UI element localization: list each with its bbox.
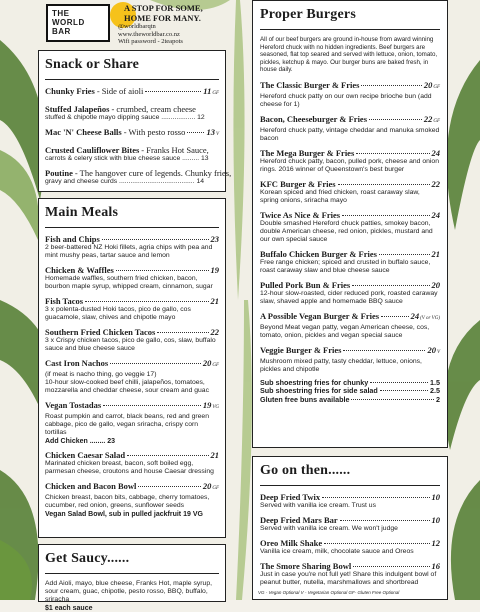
menu-item-title [260,280,440,290]
menu-item-price: 21 [210,450,219,460]
menu-item-description: Chicken breast, bacon bits, cabbage, cherry tomatoes, cucumber, red onion, greens, sunflower seeds [45,494,210,509]
menu-item-title [45,234,219,244]
menu-item-name: Southern Fried Chicken Tacos [45,327,156,337]
menu-item-description: Free range chicken; spiced and crusted in buffalo sauce, roast caraway slaw and blue cheese sauce [260,258,431,274]
menu-item-price: 12 [431,538,440,548]
menu-item-title [45,265,219,275]
menu-item-name: Buffalo Chicken Burger & Fries [260,248,377,259]
sauce-price: $1 each sauce [45,605,93,612]
menu-item-price: 22 [431,178,440,189]
dot-leader [380,390,428,391]
menu-item-name: Poutine [45,168,73,178]
menu-item-description: Double smashed Hereford chuck patties, smokey bacon, double American cheese, red onion, pickles, mustard and our own special sauce [260,219,433,243]
menu-item-price: 16 [431,561,440,571]
snack-header [45,57,219,80]
instagram-handle: @worldbarqtn [118,23,156,30]
menu-item-name: Veggie Burger & Fries [260,344,342,355]
menu-item [45,481,219,518]
menu-item [260,561,440,587]
menu-item-title [260,80,440,93]
menu-item-title [45,481,219,494]
burgers-header [260,7,440,30]
dot-leader [356,153,429,154]
menu-item-title [260,492,440,502]
menu-item-name: Fish and Chips [45,234,100,244]
dietary-tag: GF [212,91,219,96]
menu-item-description: Mushroom mixed patty, tasty cheddar, lettuce, onions, pickles and chipotle [260,357,422,373]
menu-item [260,114,440,143]
menu-item [260,280,440,306]
menu-item-name: Stuffed Jalapeños [45,104,110,114]
menu-item-title [260,210,440,220]
logo-text-line3: BAR [52,27,71,36]
menu-item-name: The Smore Sharing Bowl [260,561,352,571]
menu-item-price: 20 [202,481,212,491]
website: www.theworldbar.co.nz [118,30,180,38]
dietary-tag: VG [212,405,219,410]
dietary-tag: V [215,132,219,137]
menu-item-title [260,561,440,571]
burger-subs-list [260,379,440,405]
menu-item-description: Beyond Meat vegan patty, vegan American cheese, cos, tomato, onion, pickles and vegan special sauce [260,323,430,339]
menu-item-addon: Add Chicken ........ 23 [45,438,116,445]
menu-item-title [45,127,219,140]
sauce-header [45,551,219,574]
sauce-panel [38,544,226,612]
menu-item-title [45,400,219,413]
menu-item-description: Just in case you're not full yet! Share this indulgent bowl of peanut butter, nutella, marshmallows and shortbread [260,571,437,586]
dot-leader [343,350,425,351]
sauce-description: Add Aioli, mayo, blue cheese, Franks Hot, maple syrup, sour cream, guac, chipotle, pesto rosso, BBQ, buffalo, sriracha [45,580,212,603]
tagline: A STOP FOR SOME, HOME FOR MANY. [124,3,203,23]
menu-item [260,179,440,205]
menu-item-name: The Mega Burger & Fries [260,147,355,158]
menu-item-description: Korean spiced and fried chicken, roast caraway slaw, spring onions, sriracha mayo [260,188,420,204]
sauce-title: Get Saucy...... [45,551,130,566]
burgers-title: Proper Burgers [260,7,356,22]
contact-info [118,23,228,46]
menu-item-note: - crumbed, cream cheese [111,104,196,114]
dietary-tag: V [436,349,440,355]
menu-item-price: 22 [210,327,219,337]
menu-item [45,400,219,445]
logo-text-line2: WORLD [52,18,85,27]
menu-item-description: carrots & celery stick with blue cheese sauce ......... 13 [45,155,209,162]
dot-leader [187,132,204,133]
dietary-tag: (V or VG) [420,315,440,321]
menu-item-price: 19 [202,400,212,410]
dot-leader [369,119,422,120]
mains-panel [38,198,226,538]
menu-item [45,296,219,322]
snack-title: Snack or Share [45,57,140,72]
menu-item-note: - With pesto rosso [123,127,186,137]
desserts-title: Go on then...... [260,463,351,478]
menu-item [260,492,440,510]
menu-item-title [45,145,219,155]
menu-item [260,249,440,275]
menu-item-price: 10 [431,515,440,525]
menu-item-name: Deep Fried Twix [260,492,321,502]
menu-item-title [260,179,440,189]
menu-item-description: Marinated chicken breast, bacon, soft boiled egg, parmesan cheese, croutons and house Caesar dressing [45,460,214,475]
menu-item-description: 3 x polenta-dusted Hoki tacos, pico de gallo, cos guacamole, slaw, chives and chipotle mayo [45,306,191,321]
menu-item-price: 22 [423,113,433,124]
menu-item-name: Vegan Tostadas [45,400,102,410]
menu-item [260,210,440,244]
menu-item-name: Deep Fried Mars Bar [260,515,338,525]
sub-option-price: 2.5 [430,386,440,395]
burgers-intro: All of our beef burgers are ground in-house from award winning Hereford chuck with no hidden ingredients. Beef burgers are seasoned, flat top seared and served with lettuce, onion, tomato, pickles, ketchup & mayo. Our burger buns are baked fresh, in house daily. [260,36,438,73]
menu-item-note: - The hangover cure of legends. Chunky fries, [74,168,232,178]
menu-item [45,86,219,99]
menu-item-name: Fish Tacos [45,296,84,306]
menu-item [45,127,219,140]
menu-item-description: 3 x Crispy chicken tacos, pico de gallo, cos, slaw, buffalo sauce and blue cheese sauce [45,337,216,352]
mains-title: Main Meals [45,205,119,220]
menu-item-note: - Franks Hot Sauce, [141,145,209,155]
menu-item-title [45,104,219,114]
menu-item-name: Oreo Milk Shake [260,538,323,548]
menu-item-description: Served with vanilla ice cream. Trust us [260,502,376,509]
mains-list [45,234,219,518]
menu-item [45,234,219,260]
menu-item-name: Pulled Pork Bun & Fries [260,279,351,290]
dot-leader [342,215,429,216]
menu-item-name: Crusted Cauliflower Bites [45,145,140,155]
dot-leader [322,497,429,498]
menu-item-price: 11 [203,86,212,96]
menu-item-price: 20 [202,358,212,368]
menu-item-description: Hereford chuck patty, vintage cheddar and manuka smoked bacon [260,126,440,142]
dot-leader [103,405,201,406]
menu-item-description: Roast pumpkin and carrot, black beans, red and green cabbage, pico de gallo, vegan sriracha, crispy corn tortillas [45,413,209,436]
desserts-panel [252,456,448,600]
menu-item [45,145,219,163]
dot-leader [353,566,429,567]
burgers-list [260,80,440,374]
burger-sub-option [260,396,440,405]
sub-option-label: Sub shoestring fries for chunky [260,377,369,387]
menu-item [45,327,219,353]
menu-item-price: 10 [431,492,440,502]
menu-item-name: KFC Burger & Fries [260,178,336,189]
menu-item [45,450,219,476]
menu-item-price: 13 [206,127,215,137]
menu-item-price: 19 [210,265,219,275]
snack-panel [38,50,232,192]
dot-leader [340,520,430,521]
sub-option-price: 1.5 [430,377,440,387]
menu-item-title [45,86,219,99]
menu-item-price: 24 [410,310,420,321]
menu-item-price: 20 [423,79,433,90]
menu-item-name: Cast Iron Nachos [45,358,109,368]
menu-item [260,80,440,109]
dot-leader [85,301,208,302]
menu-item-title [45,327,219,337]
dot-leader [157,332,208,333]
menu-item-price: 21 [210,296,219,306]
menu-item-description: 12-hour slow-roasted, cider reduced pork, roasted caraway slaw, shaved apple and homemade BBQ sauce [260,289,438,305]
menu-item [45,358,219,395]
dot-leader [138,486,200,487]
dot-leader [381,316,409,317]
wifi-password: Wifi password - 2teapots [118,38,183,45]
sub-option-price: 2 [436,394,440,404]
menu-item-description: 10-hour slow-cooked beef chilli, jalapeños, tomatoes, mozzarella and cheddar cheese, sour cream and guac [45,379,209,394]
dot-leader [110,363,201,364]
menu-item [260,148,440,174]
menu-item-name: The Classic Burger & Fries [260,79,360,90]
menu-item-name: Bacon, Cheeseburger & Fries [260,113,368,124]
dot-leader [102,239,209,240]
menu-item-title [260,538,440,548]
mains-header [45,205,219,228]
menu-item-price: 20 [427,344,436,355]
dietary-tag: GF [433,118,440,124]
dot-leader [127,455,208,456]
menu-item-name: Chicken Caesar Salad [45,450,126,460]
menu-item [45,104,219,122]
menu-item-title [260,114,440,127]
dot-leader [351,399,434,400]
menu-item-title [260,311,440,324]
menu-item-name: Chunky Fries [45,86,95,96]
dot-leader [370,382,428,383]
menu-item-title [260,515,440,525]
menu-item-price: 21 [431,248,440,259]
menu-item-description: Vanilla ice cream, milk, chocolate sauce and Oreos [260,548,414,555]
menu-item-name: A Possible Vegan Burger & Fries [260,310,380,321]
menu-item-title [260,345,440,358]
menu-item [260,515,440,533]
dot-leader [352,285,429,286]
menu-item [260,538,440,556]
menu-item-note: - Side of aioli [96,86,144,96]
menu-item [260,345,440,374]
dietary-tag: GF [212,363,219,368]
menu-item-name: Twice As Nice & Fries [260,209,341,220]
menu-item-name: Chicken and Bacon Bowl [45,481,137,491]
menu-item-title [45,450,219,460]
menu-item-name: Mac 'N' Cheese Balls [45,127,122,137]
menu-item-addon: Vegan Salad Bowl, sub in pulled jackfruit 19 VG [45,511,203,518]
menu-item-description: Hereford chuck patty on our own recipe brioche bun (add cheese for 1) [260,92,432,108]
dot-leader [338,184,430,185]
menu-item-price: 24 [431,209,440,220]
menu-item-description: 2 beer-battered NZ Hoki fillets, agria chips with pea and mint mushy peas, tartar sauce and lemon [45,244,213,259]
menu-item-name: Chicken & Waffles [45,265,114,275]
menu-item-title [45,296,219,306]
menu-item-price: 24 [431,147,440,158]
dot-leader [361,85,421,86]
menu-item-description: Served with vanilla ice cream. We won't judge [260,525,398,532]
menu-item-title [45,168,232,178]
dietary-tag: GF [433,84,440,90]
menu-item-title [260,148,440,158]
dot-leader [324,543,429,544]
menu-item-description: Hereford chuck patty, bacon, pulled pork, cheese and onion rings. 2016 winner of Queenstown's best burger [260,157,439,173]
menu-item-description: Homemade waffles, southern fried chicken, bacon, bourbon maple syrup, whipped cream, cinnamon, sugar [45,275,213,290]
snack-list [45,86,232,186]
desserts-list [260,492,440,587]
world-bar-logo [46,4,110,42]
sub-option-label: Gluten free buns available [260,394,350,404]
menu-item-price: 20 [431,279,440,290]
menu-item-description: (if meat is nacho thing, go veggie 17) [45,371,157,378]
menu-item-description: stuffed & chipotle mayo dipping sauce .................. 12 [45,114,205,121]
menu-item-title [45,358,219,371]
burgers-panel [252,0,448,448]
menu-item-description: gravy and cheese curds ........................................ 14 [45,178,205,185]
dot-leader [379,254,430,255]
dietary-key-footnote: VG - Vegan Optional V - Vegetarian Optional GF- Gluten Free Optional [258,590,400,595]
menu-item-title [260,249,440,259]
menu-item-price: 23 [210,234,219,244]
sub-option-label: Sub shoestring fries for side salad [260,386,378,395]
menu-item [45,265,219,291]
dietary-tag: GF [212,486,219,491]
menu-item [45,168,232,186]
dot-leader [116,270,209,271]
dot-leader [145,91,201,92]
logo-text-line1: THE [52,9,70,18]
desserts-header [260,463,440,486]
menu-item [260,311,440,340]
